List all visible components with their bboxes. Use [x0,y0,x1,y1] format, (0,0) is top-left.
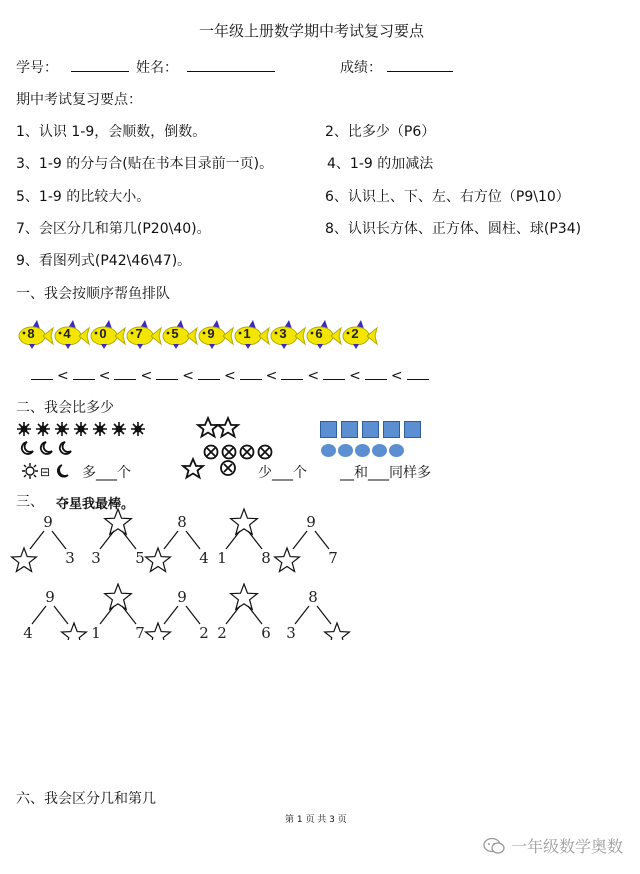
number-tree [146,588,209,640]
fish-number: 4 [63,326,71,341]
blue-square [320,421,337,438]
sun-icon [131,422,145,436]
less-count-label: 少___个 [258,465,307,481]
star-icon [218,418,238,437]
star-blank-icon[interactable] [146,623,171,640]
number-tree [12,513,75,572]
number-tree [146,513,209,572]
star-blank-icon[interactable] [12,548,37,572]
tree-number: 4 [23,624,33,640]
moon-legend-icon [58,465,68,477]
section1-heading: 一、我会按顺序帮鱼排队 [16,286,170,302]
tree-branch [32,606,46,624]
tree-branch [226,531,240,549]
tree-branch [100,531,114,549]
key-point-1: 1、认识 1-9，会顺数，倒数。 [16,124,207,140]
crossed-circle-icon [259,446,272,459]
page-title: 一年级上册数学期中考试复习要点 [199,22,425,40]
tree-branch [164,531,178,549]
less-than-sign: < [349,368,361,384]
section3-subtitle: 夺星我最棒。 [56,497,135,512]
svg-text:⊟: ⊟ [40,465,51,479]
blue-dot [338,444,353,457]
fish-number: 6 [315,326,323,341]
tree-branch [122,606,136,624]
key-point-6: 6、认识上、下、左、右方位（P9\10） [325,189,570,205]
star-blank-icon[interactable] [62,623,87,640]
crossed-circle-icon [205,446,218,459]
less-than-sign: < [98,368,111,384]
tree-branch [248,606,262,624]
order-blank[interactable] [114,367,136,380]
tree-number: 3 [286,624,296,640]
number-tree [91,509,145,567]
tree-number: 3 [91,549,101,567]
fish-number: 5 [171,326,179,341]
order-blank[interactable] [73,367,95,380]
tree-branch [317,606,331,624]
sun-icon [55,422,69,436]
section2-heading: 二、我会比多少 [16,400,114,416]
key-point-3: 3、1-9 的分与合(贴在书本目录前一页)。 [16,156,274,172]
blue-dot [321,444,336,457]
order-blank[interactable] [365,367,387,380]
ordering-blanks [30,365,430,384]
tree-branch [54,606,68,624]
tree-number: 2 [199,624,209,640]
section3-heading: 三、 [16,494,44,510]
star-blank-icon[interactable] [146,548,171,572]
fish-icon [54,319,90,351]
fish-number: 2 [351,326,359,341]
fish-icon [18,319,54,351]
score-blank [387,57,453,72]
order-blank[interactable] [323,367,345,380]
number-tree [275,513,338,572]
fish-icon [342,319,378,351]
number-tree [91,584,145,640]
student-no-label: 学号： [16,60,58,76]
crossed-circle-icon [223,446,236,459]
star-blank-icon[interactable] [325,623,350,640]
student-no-field [16,57,58,77]
section6-heading: 六、我会区分几和第几 [16,791,156,807]
moon-icon [22,442,33,454]
tree-branch [226,606,240,624]
tree-number: 4 [199,549,209,567]
crossed-circle-icon [221,461,235,475]
order-blank[interactable] [407,367,429,380]
less-than-sign: < [223,368,236,384]
tree-branch [315,531,329,549]
key-point-4: 4、1-9 的加减法 [327,156,434,172]
order-blank[interactable] [281,367,303,380]
sun-icon [17,422,31,436]
tree-number: 7 [328,549,338,567]
fish-icon [306,319,342,351]
less-than-sign: < [390,368,403,384]
less-than-sign: < [307,368,320,384]
number-tree [286,588,349,640]
tree-number: 9 [306,513,316,531]
order-blank[interactable] [156,367,178,380]
order-blank[interactable] [240,367,262,380]
fish-number: 3 [279,326,287,341]
star-blank-icon[interactable] [231,584,258,609]
student-no-blank [71,57,129,72]
blue-dot [355,444,370,457]
key-point-8: 8、认识长方体、正方体、圆柱、球(P34) [325,221,582,237]
order-blank[interactable] [198,367,220,380]
tree-number: 1 [217,549,227,567]
blue-square [362,421,379,438]
name-label: 姓名： [136,60,178,76]
fish-number: 0 [99,326,107,341]
wechat-icon [483,837,505,855]
score-label: 成绩： [340,60,382,76]
key-point-2: 2、比多少（P6） [325,124,436,140]
tree-branch [52,531,66,549]
sun-icon [112,422,126,436]
watermark-text: 一年级数学奥数 [511,839,624,856]
star-blank-icon[interactable] [105,509,132,534]
number-tree [23,588,86,640]
tree-number: 9 [45,588,55,606]
fish-number: 9 [207,326,215,341]
tree-branch [186,606,200,624]
fish-number: 1 [243,326,251,341]
moon-icon [41,442,52,454]
moon-icon [60,442,71,454]
number-tree [217,584,271,640]
sun-icons-row [17,422,145,436]
fish-number: 8 [27,326,35,341]
tree-number: 8 [261,549,271,567]
key-points-heading: 期中考试复习要点： [16,92,142,108]
fish-icon [198,319,234,351]
name-blank [187,57,275,72]
tree-branch [293,531,307,549]
tree-number: 9 [177,588,187,606]
moon-icons-row [22,442,71,454]
watermark [483,834,623,857]
less-than-sign: < [57,368,69,384]
blue-square [404,421,421,438]
tree-branch [164,606,178,624]
tree-number: 5 [135,549,145,567]
sun-icon [36,422,50,436]
tree-number: 3 [65,549,75,567]
star-blank-icon[interactable] [231,509,258,534]
page-number: 第 1 页 共 3 页 [285,815,347,825]
tree-number: 8 [308,588,318,606]
number-trees [0,505,640,640]
tree-number: 2 [217,624,227,640]
fish-number: 7 [135,326,143,341]
order-blank[interactable] [31,367,53,380]
less-than-sign: < [182,368,194,384]
less-than-sign: < [140,368,153,384]
star-icon [183,459,203,478]
key-point-9: 9、看图列式(P42\46\47)。 [16,253,192,269]
fish-icon [270,319,306,351]
tree-branch [186,531,200,549]
blue-square [341,421,358,438]
fish-icon [162,319,198,351]
blue-dot [389,444,404,457]
sun-legend-icon [22,463,38,479]
tree-number: 7 [135,624,145,640]
tree-number: 8 [177,513,187,531]
tree-branch [30,531,44,549]
star-blank-icon[interactable] [275,548,300,572]
key-point-7: 7、会区分几和第几(P20\40)。 [16,221,211,237]
same-count-label: __和___同样多 [340,465,431,481]
blue-square [383,421,400,438]
more-count-label: 多___个 [82,465,131,481]
tree-branch [295,606,309,624]
number-tree [217,509,271,567]
fish-icon [126,319,162,351]
tree-number: 6 [261,624,271,640]
tree-branch [248,531,262,549]
star-icon [198,418,218,437]
crossed-circle-icon [241,446,254,459]
tree-number: 1 [91,624,101,640]
sun-icon [93,422,107,436]
tree-number: 9 [43,513,53,531]
blue-dot [372,444,387,457]
fish-icon [90,319,126,351]
tree-branch [122,531,136,549]
less-than-sign: < [265,368,278,384]
fish-icon [234,319,270,351]
star-blank-icon[interactable] [105,584,132,609]
key-point-5: 5、1-9 的比较大小。 [16,189,151,205]
sun-icon [74,422,88,436]
tree-branch [100,606,114,624]
